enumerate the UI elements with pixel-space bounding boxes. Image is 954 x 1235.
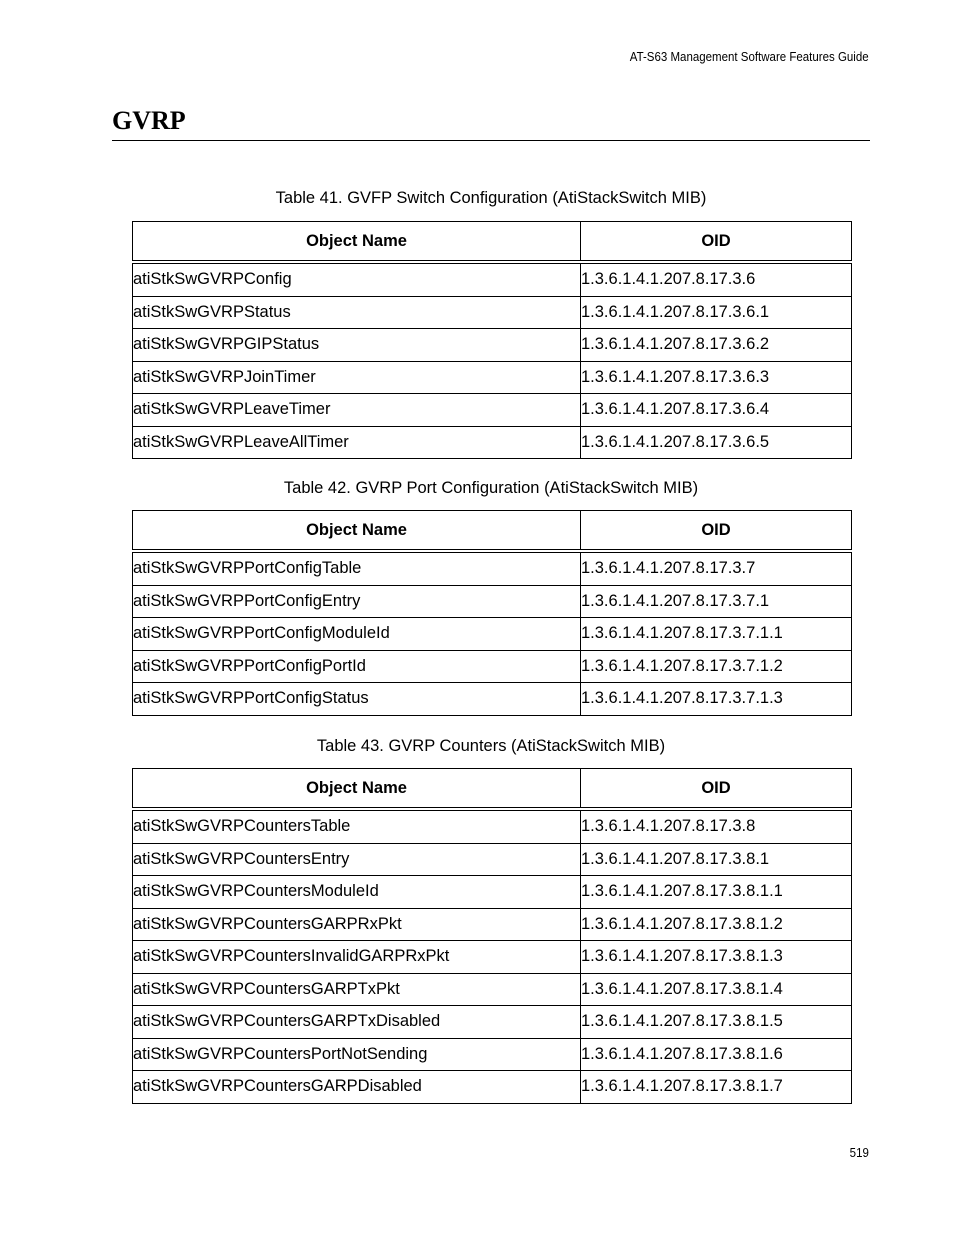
- object-name-cell: atiStkSwGVRPGIPStatus: [133, 329, 581, 362]
- object-name-cell: atiStkSwGVRPJoinTimer: [133, 361, 581, 394]
- table-row: [133, 394, 852, 427]
- oid-cell: 1.3.6.1.4.1.207.8.17.3.7.1.1: [581, 618, 852, 651]
- column-header-oid: OID: [581, 769, 852, 810]
- running-header: AT-S63 Management Software Features Guide: [630, 50, 869, 64]
- object-name-cell: atiStkSwGVRPConfig: [133, 262, 581, 296]
- table-row: [133, 1038, 852, 1071]
- object-name-cell: atiStkSwGVRPPortConfigTable: [133, 551, 581, 585]
- object-name-cell: atiStkSwGVRPCountersGARPDisabled: [133, 1071, 581, 1104]
- oid-cell: 1.3.6.1.4.1.207.8.17.3.8.1.2: [581, 908, 852, 941]
- object-name-cell: atiStkSwGVRPPortConfigStatus: [133, 683, 581, 716]
- oid-cell: 1.3.6.1.4.1.207.8.17.3.6.3: [581, 361, 852, 394]
- table-row: [133, 809, 852, 843]
- table-row: [133, 876, 852, 909]
- table-42: [132, 510, 852, 716]
- oid-cell: 1.3.6.1.4.1.207.8.17.3.7: [581, 551, 852, 585]
- oid-cell: 1.3.6.1.4.1.207.8.17.3.6: [581, 262, 852, 296]
- table-row: [133, 361, 852, 394]
- oid-cell: 1.3.6.1.4.1.207.8.17.3.8.1.1: [581, 876, 852, 909]
- object-name-cell: atiStkSwGVRPLeaveTimer: [133, 394, 581, 427]
- table-row: [133, 1071, 852, 1104]
- table-row: [133, 329, 852, 362]
- oid-cell: 1.3.6.1.4.1.207.8.17.3.7.1.3: [581, 683, 852, 716]
- column-header-object-name: Object Name: [133, 511, 581, 552]
- object-name-cell: atiStkSwGVRPPortConfigEntry: [133, 585, 581, 618]
- table-42-caption: Table 42. GVRP Port Configuration (AtiStackSwitch MIB): [283, 479, 699, 497]
- object-name-cell: atiStkSwGVRPCountersGARPTxDisabled: [133, 1006, 581, 1039]
- object-name-cell: atiStkSwGVRPCountersPortNotSending: [133, 1038, 581, 1071]
- table-row: [133, 683, 852, 716]
- table-header-row: [133, 222, 852, 263]
- oid-cell: 1.3.6.1.4.1.207.8.17.3.6.2: [581, 329, 852, 362]
- page-number: 519: [849, 1146, 869, 1160]
- table-row: [133, 426, 852, 459]
- oid-cell: 1.3.6.1.4.1.207.8.17.3.6.5: [581, 426, 852, 459]
- table-header-row: [133, 511, 852, 552]
- table-43: [132, 768, 852, 1104]
- object-name-cell: atiStkSwGVRPCountersEntry: [133, 843, 581, 876]
- column-header-oid: OID: [581, 511, 852, 552]
- object-name-cell: atiStkSwGVRPCountersInvalidGARPRxPkt: [133, 941, 581, 974]
- object-name-cell: atiStkSwGVRPPortConfigModuleId: [133, 618, 581, 651]
- oid-cell: 1.3.6.1.4.1.207.8.17.3.8.1.3: [581, 941, 852, 974]
- column-header-object-name: Object Name: [133, 222, 581, 263]
- table-row: [133, 843, 852, 876]
- table-row: [133, 618, 852, 651]
- table-row: [133, 585, 852, 618]
- object-name-cell: atiStkSwGVRPCountersModuleId: [133, 876, 581, 909]
- table-row: [133, 262, 852, 296]
- column-header-oid: OID: [581, 222, 852, 263]
- object-name-cell: atiStkSwGVRPCountersGARPTxPkt: [133, 973, 581, 1006]
- object-name-cell: atiStkSwGVRPCountersGARPRxPkt: [133, 908, 581, 941]
- table-43-caption: Table 43. GVRP Counters (AtiStackSwitch MIB): [316, 737, 666, 755]
- title-divider: [112, 140, 870, 141]
- oid-cell: 1.3.6.1.4.1.207.8.17.3.8.1: [581, 843, 852, 876]
- table-row: [133, 650, 852, 683]
- table-row: [133, 296, 852, 329]
- table-41: [132, 221, 852, 459]
- table-header-row: [133, 769, 852, 810]
- oid-cell: 1.3.6.1.4.1.207.8.17.3.8.1.4: [581, 973, 852, 1006]
- oid-cell: 1.3.6.1.4.1.207.8.17.3.8.1.5: [581, 1006, 852, 1039]
- object-name-cell: atiStkSwGVRPLeaveAllTimer: [133, 426, 581, 459]
- section-title: GVRP: [112, 106, 186, 135]
- oid-cell: 1.3.6.1.4.1.207.8.17.3.6.4: [581, 394, 852, 427]
- object-name-cell: atiStkSwGVRPCountersTable: [133, 809, 581, 843]
- table-row: [133, 941, 852, 974]
- oid-cell: 1.3.6.1.4.1.207.8.17.3.7.1.2: [581, 650, 852, 683]
- object-name-cell: atiStkSwGVRPPortConfigPortId: [133, 650, 581, 683]
- table-row: [133, 551, 852, 585]
- object-name-cell: atiStkSwGVRPStatus: [133, 296, 581, 329]
- column-header-object-name: Object Name: [133, 769, 581, 810]
- oid-cell: 1.3.6.1.4.1.207.8.17.3.7.1: [581, 585, 852, 618]
- table-row: [133, 908, 852, 941]
- table-41-caption: Table 41. GVFP Switch Configuration (AtiStackSwitch MIB): [275, 189, 707, 207]
- oid-cell: 1.3.6.1.4.1.207.8.17.3.8.1.6: [581, 1038, 852, 1071]
- oid-cell: 1.3.6.1.4.1.207.8.17.3.6.1: [581, 296, 852, 329]
- table-row: [133, 973, 852, 1006]
- oid-cell: 1.3.6.1.4.1.207.8.17.3.8: [581, 809, 852, 843]
- oid-cell: 1.3.6.1.4.1.207.8.17.3.8.1.7: [581, 1071, 852, 1104]
- table-row: [133, 1006, 852, 1039]
